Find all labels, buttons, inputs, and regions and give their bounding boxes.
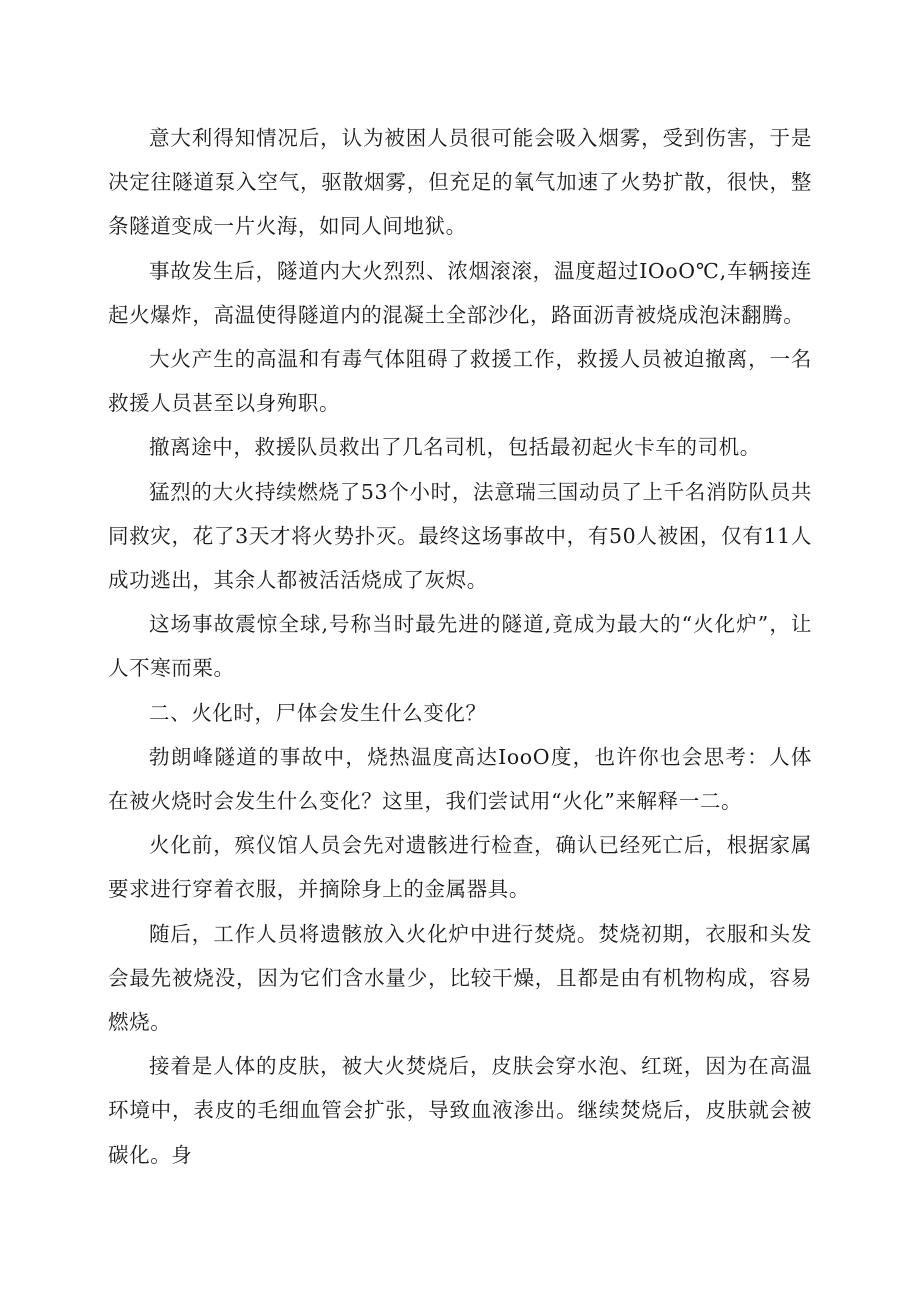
article-body xyxy=(108,116,812,1177)
section-heading: 二、火化时，尸体会发生什么变化？ xyxy=(149,700,487,725)
paragraph-1: 意大利得知情况后，认为被困人员很可能会吸入烟雾，受到伤害，于是决定往隧道泵入空气，驱散烟雾，但充足的氧气加速了火势扩散，很快，整条隧道变成一片火海，如同人间地狱。 xyxy=(108,126,812,239)
paragraph-9: 随后，工作人员将遗骸放入火化炉中进行焚烧。焚烧初期，衣服和头发会最先被烧没，因为它们含水量少，比较干燥，且都是由有机物构成，容易燃烧。 xyxy=(108,921,812,1035)
paragraph-7: 勃朗峰隧道的事故中，烧热温度高达IooO度，也许你也会思考：人体在被火烧时会发生什么变化？这里，我们尝试用“火化”来解释一二。 xyxy=(108,744,812,814)
paragraph-3: 大火产生的高温和有毒气体阻碍了救援工作，救援人员被迫撤离，一名救援人员甚至以身殉职。 xyxy=(108,347,812,416)
paragraph-5: 猛烈的大火持续燃烧了53个小时，法意瑞三国动员了上千名消防队员共同救灾，花了3天才将火势扑灭。最终这场事故中，有50人被困，仅有11人成功逃出，其余人都被活活烧成了灰烬。 xyxy=(108,479,812,593)
paragraph-6: 这场事故震惊全球,号称当时最先进的隧道,竟成为最大的“火化炉”，让人不寒而栗。 xyxy=(108,612,812,681)
paragraph-8: 火化前，殡仪馆人员会先对遗骸进行检查，确认已经死亡后，根据家属要求进行穿着衣服，并摘除身上的金属器具。 xyxy=(108,833,812,902)
paragraph-2: 事故发生后，隧道内大火烈烈、浓烟滚滚，温度超过IOoO℃,车辆接连起火爆炸，高温使得隧道内的混凝土全部沙化，路面沥青被烧成泡沫翻腾。 xyxy=(108,258,812,327)
paragraph-4: 撤离途中，救援队员救出了几名司机，包括最初起火卡车的司机。 xyxy=(149,435,761,460)
paragraph-10: 接着是人体的皮肤，被大火焚烧后，皮肤会穿水泡、红斑，因为在高温环境中，表皮的毛细血管会扩张，导致血液渗出。继续焚烧后，皮肤就会被碳化。身 xyxy=(108,1054,812,1167)
